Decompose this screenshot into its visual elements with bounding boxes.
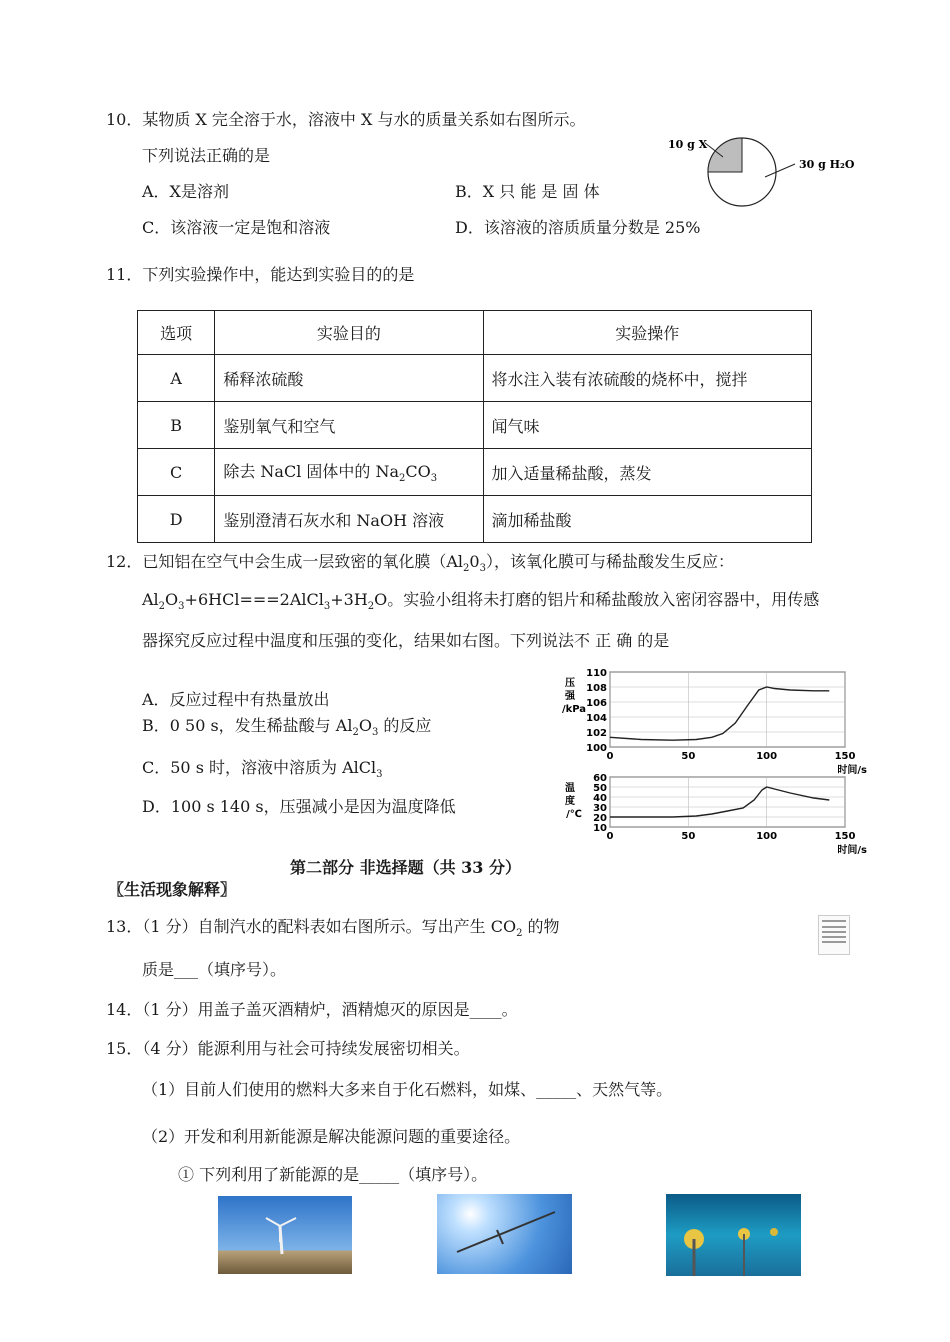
y-tick-label: 60 (593, 773, 607, 784)
x-tick-label: 100 (756, 751, 778, 762)
header-goal: 实验目的 (215, 311, 483, 355)
plot-frame (610, 672, 845, 747)
row-operation: 闻气味 (483, 402, 811, 449)
q10-sub: 下列说法正确的是 (142, 146, 271, 165)
ingredient-label-image (818, 915, 850, 955)
y-tick-label: 104 (586, 713, 607, 724)
y-tick-label: 40 (593, 793, 607, 804)
q15-part2-1: ① 下列利用了新能源的是_____（填序号）。 (178, 1165, 488, 1184)
x-axis-label: 时间/s (837, 845, 867, 856)
series-line (610, 787, 829, 817)
header-operation: 实验操作 (483, 311, 811, 355)
q10-option-a: A．X是溶剂 (142, 182, 229, 201)
solar-plane-photo (437, 1194, 572, 1274)
pressure-chart (562, 668, 867, 776)
row-goal: 鉴别氧气和空气 (215, 402, 483, 449)
x-tick-label: 150 (834, 831, 856, 842)
row-goal: 鉴别澄清石灰水和 NaOH 溶液 (215, 496, 483, 543)
x-axis-label: 时间/s (837, 765, 867, 776)
y-tick-label: 100 (586, 743, 607, 754)
pie-slice-x (708, 138, 742, 172)
q12-equation: $Al_2O_3+6HCl===2AlCl_3+3H_2O$。实验小组将未打磨的铝片和稀盐酸放入密闭容器中，用传感 (142, 590, 820, 613)
row-option: D (138, 496, 215, 543)
q12-option-d: D．100 s 140 s，压强减小是因为温度降低 (142, 797, 456, 816)
y-tick-label: 106 (586, 698, 607, 709)
y-axis-label: 温 (565, 783, 575, 794)
x-tick-label: 150 (834, 751, 856, 762)
temperature-chart (565, 773, 867, 856)
x-tick-label: 0 (606, 751, 614, 762)
row-goal: 除去 NaCl 固体中的 $Na_2CO_3$ (215, 449, 483, 496)
row-option: C (138, 449, 215, 496)
q12-line3: 器探究反应过程中温度和压强的变化，结果如右图。下列说法不 正 确 的是 (142, 631, 670, 650)
table-row (138, 496, 812, 543)
q10-pie-chart (665, 130, 855, 210)
x-tick-label: 50 (681, 751, 696, 762)
q11-table (137, 310, 812, 543)
row-option: B (138, 402, 215, 449)
x-tick-label: 100 (756, 831, 778, 842)
section-title: 〖生活现象解释〗 (108, 880, 237, 899)
tidal-turbine-photo (666, 1194, 801, 1276)
q12-sensor-charts (560, 662, 867, 867)
q10-stem: 10．某物质 X 完全溶于水，溶液中 X 与水的质量关系如右图所示。 (106, 110, 586, 129)
q14-text: 14．（1 分）用盖子盖灭酒精炉，酒精熄灭的原因是____。 (106, 1000, 518, 1019)
q11-stem: 11．下列实验操作中，能达到实验目的的是 (106, 265, 415, 284)
pie-label-x: 10 g X (668, 138, 708, 151)
q10-option-c: C．该溶液一定是饱和溶液 (142, 218, 331, 237)
x-tick-label: 0 (606, 831, 614, 842)
y-axis-unit: /kPa (561, 704, 587, 715)
row-operation: 加入适量稀盐酸，蒸发 (483, 449, 811, 496)
y-tick-label: 10 (593, 823, 607, 834)
wind-turbine-photo (218, 1196, 352, 1274)
header-option: 选项 (138, 311, 215, 355)
y-axis-label: 压 (565, 678, 575, 689)
row-operation: 将水注入装有浓硫酸的烧杯中，搅拌 (483, 355, 811, 402)
table-row (138, 355, 812, 402)
y-tick-label: 102 (586, 728, 607, 739)
plot-frame (610, 777, 845, 827)
y-tick-label: 30 (593, 803, 607, 814)
y-tick-label: 108 (586, 683, 607, 694)
q12-option-c: C．50 s 时，溶液中溶质为 AlCl$_3$ (142, 758, 383, 781)
table-row (138, 402, 812, 449)
q12-option-b: B．0 50 s，发生稀盐酸与 $Al_2O_3$ 的反应 (142, 716, 432, 739)
y-axis-label: 度 (565, 796, 575, 807)
table-row (138, 449, 812, 496)
row-goal: 稀释浓硫酸 (215, 355, 483, 402)
q15-stem: 15．（4 分）能源利用与社会可持续发展密切相关。 (106, 1039, 470, 1058)
q10-option-b: B．X 只 能 是 固 体 (455, 182, 600, 201)
y-tick-label: 20 (593, 813, 607, 824)
q15-part2: （2）开发和利用新能源是解决能源问题的重要途径。 (142, 1127, 521, 1146)
y-tick-label: 50 (593, 783, 607, 794)
q13-line2: 质是___（填序号）。 (142, 960, 287, 979)
row-option: A (138, 355, 215, 402)
q10-option-d: D．该溶液的溶质质量分数是 25% (455, 218, 701, 237)
x-tick-label: 50 (681, 831, 696, 842)
y-axis-label: 强 (565, 691, 575, 702)
q12-option-a: A．反应过程中有热量放出 (142, 690, 330, 709)
part2-title: 第二部分 非选择题（共 33 分） (290, 858, 521, 877)
q15-part1: （1）目前人们使用的燃料大多来自于化石燃料，如煤、_____、天然气等。 (142, 1080, 673, 1099)
y-tick-label: 110 (586, 668, 607, 679)
y-axis-unit: /℃ (566, 809, 582, 820)
row-operation: 滴加稀盐酸 (483, 496, 811, 543)
q13-line1: 13．（1 分）自制汽水的配料表如右图所示。写出产生 $CO_2$ 的物 (106, 917, 560, 940)
table-header-row (138, 311, 812, 355)
pie-label-water: 30 g H₂O (799, 158, 855, 171)
q12-line1: 12．已知铝在空气中会生成一层致密的氧化膜$(Al_20_3)$，该氧化膜可与稀盐酸发生反应： (106, 552, 734, 575)
